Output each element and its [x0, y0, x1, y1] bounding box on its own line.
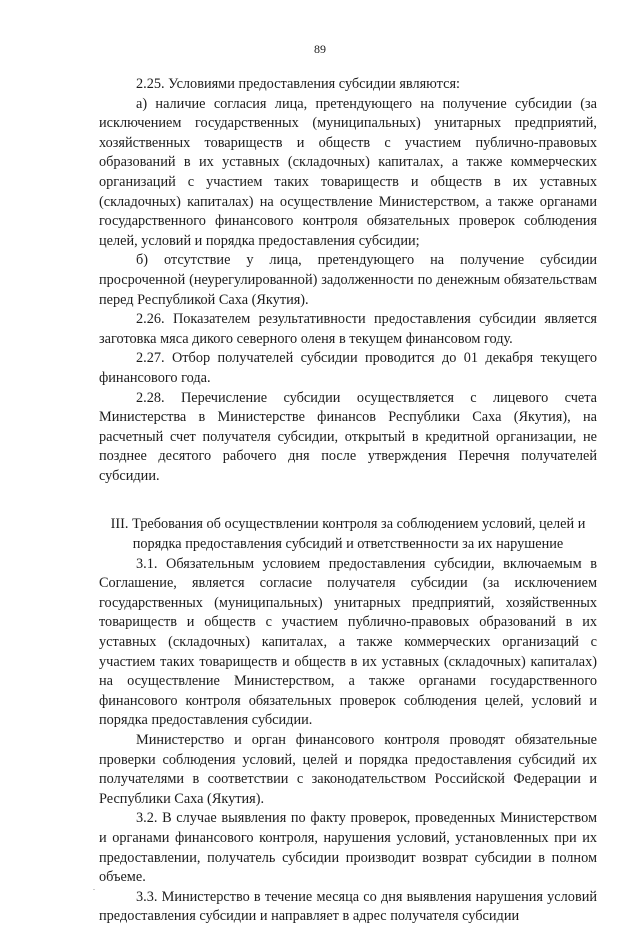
paragraph-3-2: 3.2. В случае выявления по факту проверок, проведенных Министерством и органами финансового контроля, нарушения условий, установленных при их предоставлении, получатель субсидии производит возврат субсидии в полном объеме.	[99, 810, 597, 886]
paragraph-2-25-b: б) отсутствие у лица, претендующего на получение субсидии просроченной (неурегулированной) задолженности по денежным обязательствам перед Республикой Саха (Якутия).	[99, 252, 597, 308]
paragraph-3-1: 3.1. Обязательным условием предоставления субсидии, включаемым в Соглашение, является согласие получателя субсидии (за исключением государственных (муниципальных) унитарных предприятий, хозяйственных товариществ и обществ с участием публично-правовых образований в их уставных (складочных) капиталах, а также коммерческих организаций с участием таких товариществ и обществ в их уставных (складочных) капиталах) на осуществление Министерством, а также органами государственного финансового контроля обязательных проверок соблюдения целей, условий и порядка предоставления субсидии.	[99, 555, 597, 729]
paragraph-3-3: 3.3. Министерство в течение месяца со дня выявления нарушения условий предоставления субсидии и направляет в адрес получателя субсидии	[99, 888, 597, 925]
paragraph-2-25-a: а) наличие согласия лица, претендующего на получение субсидии (за исключением государственных (муниципальных) унитарных предприятий, хозяйственных товариществ и обществ с участием публично-правовых образований в их уставных (складочных) капиталах, а также коммерческих организаций с участием таких товариществ и обществ в их уставных (складочных) капиталах) на осуществление Министерством, а также органами государственного финансового контроля обязательных проверок соблюдения целей, условий и порядка предоставления субсидии;	[99, 95, 597, 249]
paragraph-control-checks: Министерство и орган финансового контроля проводят обязательные проверки соблюдения условий, целей и порядка предоставления субсидий их получателями в соответствии с законодательством Российской Федерации и Республики Саха (Якутия).	[99, 732, 597, 807]
paragraph-2-27: 2.27. Отбор получателей субсидии проводится до 01 декабря текущего финансового года.	[99, 350, 597, 386]
scan-speck: .	[93, 883, 95, 892]
document-body	[99, 75, 597, 927]
paragraph-2-28: 2.28. Перечисление субсидии осуществляется с лицевого счета Министерства в Министерстве финансов Республики Саха (Якутия), на расчетный счет получателя субсидии, открытый в кредитной организации, не позднее десятого рабочего дня после утверждения Перечня получателей субсидии.	[99, 389, 597, 484]
paragraph-2-25: 2.25. Условиями предоставления субсидии являются:	[136, 76, 460, 92]
section-spacer	[99, 486, 597, 515]
paragraph-2-26: 2.26. Показателем результативности предоставления субсидии является заготовка мяса дикого северного оленя в текущем финансовом году.	[99, 311, 597, 347]
page-number: 89	[314, 42, 326, 56]
section-heading: III. Требования об осуществлении контроля за соблюдением условий, целей и порядка предоставления субсидий и ответственности за их нарушение	[110, 516, 586, 553]
